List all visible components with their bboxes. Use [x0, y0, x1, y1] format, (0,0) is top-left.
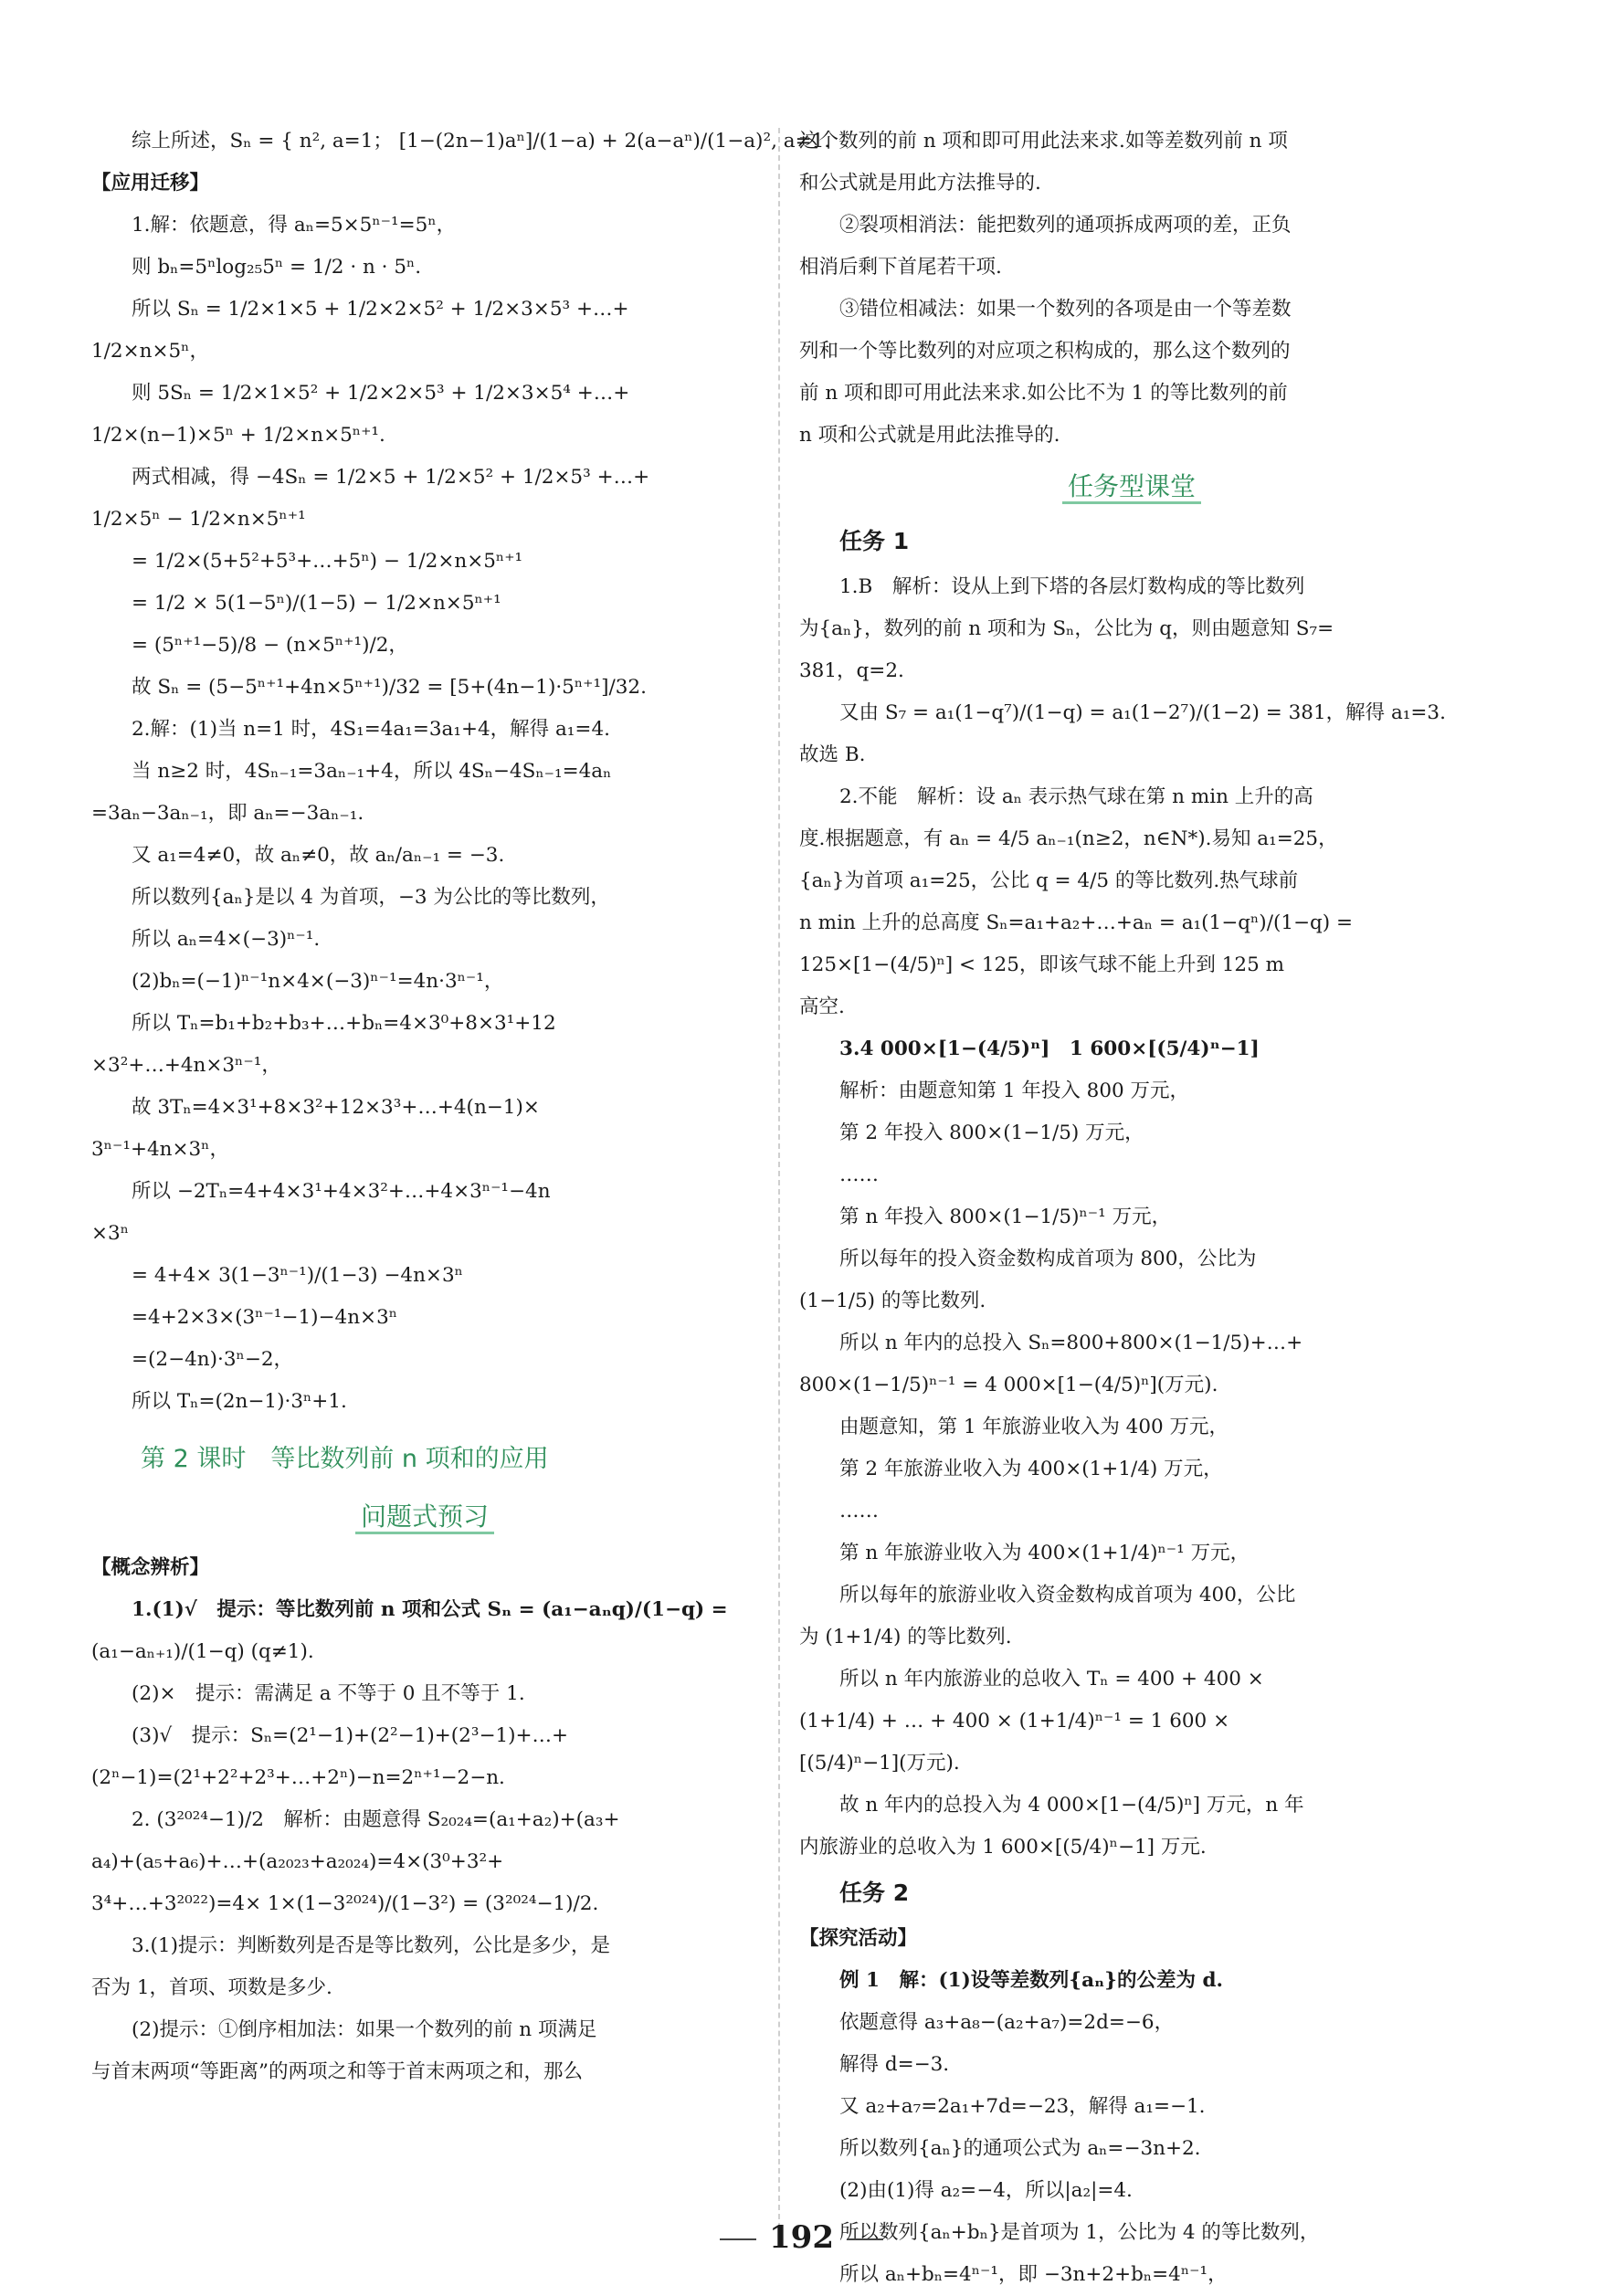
right-text-line: 所以 aₙ+bₙ=4ⁿ⁻¹，即 −3n+2+bₙ=4ⁿ⁻¹，	[839, 2263, 1228, 2286]
right-text-line: ②裂项相消法：能把数列的通项拆成两项的差，正负	[839, 214, 1292, 237]
right-text-line: 内旅游业的总收入为 1 600×[(5/4)ⁿ−1] 万元.	[799, 1836, 1207, 1859]
left-text-line: 1.(1)√ 提示：等比数列前 n 项和公式 Sₙ = (a₁−aₙq)/(1−q) =	[132, 1598, 728, 1621]
left-text-line: =(2−4n)·3ⁿ−2，	[132, 1348, 294, 1371]
right-text-line: 相消后剩下首尾若干项.	[799, 256, 1002, 279]
left-text-line: 1/2×(n−1)×5ⁿ + 1/2×n×5ⁿ⁺¹.	[91, 424, 385, 447]
right-text-line: 第 n 年旅游业收入为 400×(1+1/4)ⁿ⁻¹ 万元，	[839, 1542, 1250, 1564]
left-text-line: ×3²+…+4n×3ⁿ⁻¹，	[91, 1054, 281, 1077]
left-text-line: 综上所述，Sₙ = { n², a=1； [1−(2n−1)aⁿ]/(1−a) + 2(a−aⁿ)/(1−a)², a≠1.	[132, 130, 831, 153]
right-text-line: (2)由(1)得 a₂=−4，所以|a₂|=4.	[839, 2179, 1133, 2202]
right-text-line: 所以数列{aₙ+bₙ}是首项为 1，公比为 4 的等比数列，	[839, 2221, 1320, 2244]
left-text-line	[91, 1490, 758, 1543]
left-text-line: 当 n≥2 时，4Sₙ₋₁=3aₙ₋₁+4，所以 4Sₙ−4Sₙ₋₁=4aₙ	[132, 760, 612, 783]
left-text-line: 则 bₙ=5ⁿlog₂₅5ⁿ = 1/2 · n · 5ⁿ.	[132, 256, 422, 279]
right-text-line: 由题意知，第 1 年旅游业收入为 400 万元，	[839, 1416, 1229, 1438]
left-text-line: a₄)+(a₅+a₆)+…+(a₂₀₂₃+a₂₀₂₄)=4×(3⁰+3²+	[91, 1850, 504, 1873]
right-text-line: 依题意得 a₃+a₈−(a₂+a₇)=2d=−6，	[839, 2011, 1175, 2034]
left-text-line: 第 2 课时 等比数列前 n 项和的应用	[141, 1445, 549, 1473]
left-text-line: 所以 Sₙ = 1/2×1×5 + 1/2×2×5² + 1/2×3×5³ +…+	[132, 298, 629, 321]
left-text-line: 【应用迁移】	[91, 172, 210, 195]
right-text-line: ……	[839, 1500, 879, 1522]
right-text-line: 又 a₂+a₇=2a₁+7d=−23，解得 a₁=−1.	[839, 2095, 1206, 2118]
right-text-line: 第 n 年投入 800×(1−1/5)ⁿ⁻¹ 万元，	[839, 1206, 1172, 1228]
right-text-line: 任务 2	[839, 1880, 910, 1906]
right-text-line: 高空.	[799, 995, 845, 1018]
right-text-line: n min 上升的总高度 Sₙ=a₁+a₂+…+aₙ = a₁(1−qⁿ)/(1−q) =	[799, 911, 1354, 934]
right-text-line: 125×[1−(4/5)ⁿ] < 125，即该气球不能上升到 125 m	[799, 953, 1285, 976]
right-text-line: 这个数列的前 n 项和即可用此法来求.如等差数列前 n 项	[799, 130, 1288, 153]
left-text-line: = 1/2×(5+5²+5³+…+5ⁿ) − 1/2×n×5ⁿ⁺¹	[132, 550, 523, 573]
left-text-line: = 1/2 × 5(1−5ⁿ)/(1−5) − 1/2×n×5ⁿ⁺¹	[132, 592, 501, 615]
left-text-line: 两式相减，得 −4Sₙ = 1/2×5 + 1/2×5² + 1/2×5³ +…+	[132, 466, 650, 489]
right-text-line: 任务 1	[839, 528, 910, 554]
left-text-line: 所以 aₙ=4×(−3)ⁿ⁻¹.	[132, 928, 321, 951]
left-text-line: 【概念辨析】	[91, 1556, 210, 1579]
left-text-line: 所以 −2Tₙ=4+4×3¹+4×3²+…+4×3ⁿ⁻¹−4n	[132, 1180, 551, 1203]
right-text-line: 故 n 年内的总投入为 4 000×[1−(4/5)ⁿ] 万元，n 年	[839, 1794, 1304, 1817]
left-text-line: 2.解：(1)当 n=1 时，4S₁=4a₁=3a₁+4，解得 a₁=4.	[132, 718, 610, 741]
left-text-line: (2)bₙ=(−1)ⁿ⁻¹n×4×(−3)ⁿ⁻¹=4n·3ⁿ⁻¹，	[132, 970, 504, 993]
right-text-line: ……	[839, 1164, 879, 1186]
right-text-line: {aₙ}为首项 a₁=25，公比 q = 4/5 的等比数列.热气球前	[799, 869, 1299, 892]
right-text-line: 为 (1+1/4) 的等比数列.	[799, 1626, 1012, 1648]
column-divider	[778, 128, 780, 2228]
right-text-line: 第 2 年旅游业收入为 400×(1+1/4) 万元，	[839, 1458, 1223, 1480]
section-title: 问题式预习	[355, 1502, 494, 1534]
right-text-line: 所以 n 年内的总投入 Sₙ=800+800×(1−1/5)+…+	[839, 1332, 1303, 1354]
right-text-line: 所以 n 年内旅游业的总收入 Tₙ = 400 + 400 ×	[839, 1668, 1264, 1690]
left-text-line: 否为 1，首项、项数是多少.	[91, 1976, 332, 1999]
right-text-line: 【探究活动】	[799, 1927, 918, 1950]
left-text-line: 1.解：依题意，得 aₙ=5×5ⁿ⁻¹=5ⁿ，	[132, 214, 457, 237]
right-text-line	[799, 460, 1464, 513]
left-text-line: = 4+4× 3(1−3ⁿ⁻¹)/(1−3) −4n×3ⁿ	[132, 1264, 463, 1287]
right-text-line: 3.4 000×[1−(4/5)ⁿ] 1 600×[(5/4)ⁿ−1]	[839, 1037, 1260, 1060]
left-text-line: 3ⁿ⁻¹+4n×3ⁿ，	[91, 1138, 229, 1161]
right-text-line: n 项和公式就是用此法推导的.	[799, 424, 1060, 447]
left-text-line: 所以数列{aₙ}是以 4 为首项，−3 为公比的等比数列，	[132, 886, 610, 909]
right-text-line: (1+1/4) + … + 400 × (1+1/4)ⁿ⁻¹ = 1 600 ×	[799, 1710, 1230, 1733]
left-text-line: 3.(1)提示：判断数列是否是等比数列，公比是多少，是	[132, 1934, 610, 1957]
right-text-line: 所以数列{aₙ}的通项公式为 aₙ=−3n+2.	[839, 2137, 1201, 2160]
left-text-line: 1/2×n×5ⁿ，	[91, 340, 209, 363]
right-text-line: (1−1/5) 的等比数列.	[799, 1290, 986, 1312]
right-text-line: 第 2 年投入 800×(1−1/5) 万元，	[839, 1122, 1144, 1144]
left-text-line: 则 5Sₙ = 1/2×1×5² + 1/2×2×5³ + 1/2×3×5⁴ +…+	[132, 382, 630, 405]
right-column	[799, 121, 1464, 2296]
right-text-line: 所以每年的旅游业收入资金数构成首项为 400，公比	[839, 1584, 1296, 1606]
left-text-line: 3⁴+…+3²⁰²²)=4× 1×(1−3²⁰²⁴)/(1−3²) = (3²⁰²⁴−1)/2.	[91, 1892, 599, 1915]
left-text-line: (2ⁿ−1)=(2¹+2²+2³+…+2ⁿ)−n=2ⁿ⁺¹−2−n.	[91, 1766, 505, 1789]
right-text-line: 为{aₙ}，数列的前 n 项和为 Sₙ，公比为 q，则由题意知 S₇=	[799, 617, 1334, 640]
left-text-line: (a₁−aₙ₊₁)/(1−q) (q≠1).	[91, 1640, 314, 1663]
section-title: 任务型课堂	[1062, 472, 1201, 504]
left-text-line: =4+2×3×(3ⁿ⁻¹−1)−4n×3ⁿ	[132, 1306, 398, 1329]
right-text-line: [(5/4)ⁿ−1](万元).	[799, 1752, 960, 1775]
left-text-line: 又 a₁=4≠0，故 aₙ≠0，故 aₙ/aₙ₋₁ = −3.	[132, 844, 505, 867]
left-text-line: =3aₙ−3aₙ₋₁，即 aₙ=−3aₙ₋₁.	[91, 802, 364, 825]
right-text-line: 381，q=2.	[799, 659, 904, 682]
left-text-line: (3)√ 提示：Sₙ=(2¹−1)+(2²−1)+(2³−1)+…+	[132, 1724, 569, 1747]
right-text-line: 例 1 解：(1)设等差数列{aₙ}的公差为 d.	[839, 1969, 1223, 1992]
right-text-line: 所以每年的投入资金数构成首项为 800，公比为	[839, 1248, 1257, 1270]
right-text-line: ③错位相减法：如果一个数列的各项是由一个等差数	[839, 298, 1292, 321]
left-text-line: 故 3Tₙ=4×3¹+8×3²+12×3³+…+4(n−1)×	[132, 1096, 540, 1119]
left-text-line: 与首末两项“等距离”的两项之和等于首末两项之和，那么	[91, 2060, 583, 2083]
right-text-line: 前 n 项和即可用此法来求.如公比不为 1 的等比数列的前	[799, 382, 1288, 405]
right-text-line: 解析：由题意知第 1 年投入 800 万元，	[839, 1080, 1190, 1102]
left-text-line: (2)提示：①倒序相加法：如果一个数列的前 n 项满足	[132, 2018, 597, 2041]
right-text-line: 度.根据题意，有 aₙ = 4/5 aₙ₋₁(n≥2，n∈N*).易知 a₁=25，	[799, 827, 1338, 850]
left-text-line: 1/2×5ⁿ − 1/2×n×5ⁿ⁺¹	[91, 508, 306, 531]
footer-dash-right	[847, 2238, 883, 2240]
left-text-line: ×3ⁿ	[91, 1222, 129, 1245]
right-text-line: 列和一个等比数列的对应项之积构成的，那么这个数列的	[799, 340, 1291, 363]
right-text-line: 2.不能 解析：设 aₙ 表示热气球在第 n min 上升的高	[839, 785, 1313, 808]
right-text-line: 和公式就是用此方法推导的.	[799, 172, 1041, 195]
left-text-line: (2)× 提示：需满足 a 不等于 0 且不等于 1.	[132, 1682, 525, 1705]
right-text-line: 又由 S₇ = a₁(1−q⁷)/(1−q) = a₁(1−2⁷)/(1−2) = 381，解得 a₁=3.	[839, 701, 1446, 724]
left-text-line: 所以 Tₙ=(2n−1)·3ⁿ+1.	[132, 1390, 347, 1413]
footer-dash-left	[720, 2238, 756, 2240]
right-text-line: 800×(1−1/5)ⁿ⁻¹ = 4 000×[1−(4/5)ⁿ](万元).	[799, 1374, 1218, 1396]
right-text-line: 故选 B.	[799, 743, 866, 766]
left-text-line: 故 Sₙ = (5−5ⁿ⁺¹+4n×5ⁿ⁺¹)/32 = [5+(4n−1)·5ⁿ⁺¹]/32.	[132, 676, 647, 699]
left-text-line: 所以 Tₙ=b₁+b₂+b₃+…+bₙ=4×3⁰+8×3¹+12	[132, 1012, 556, 1035]
right-text-line: 解得 d=−3.	[839, 2053, 950, 2076]
left-text-line: 2. (3²⁰²⁴−1)/2 解析：由题意得 S₂₀₂₄=(a₁+a₂)+(a₃+	[132, 1808, 620, 1831]
page-number: 192	[769, 2219, 834, 2256]
left-text-line: = (5ⁿ⁺¹−5)/8 − (n×5ⁿ⁺¹)/2，	[132, 634, 408, 657]
page-footer	[0, 2219, 1603, 2256]
right-text-line: 1.B 解析：设从上到下塔的各层灯数构成的等比数列	[839, 575, 1305, 598]
